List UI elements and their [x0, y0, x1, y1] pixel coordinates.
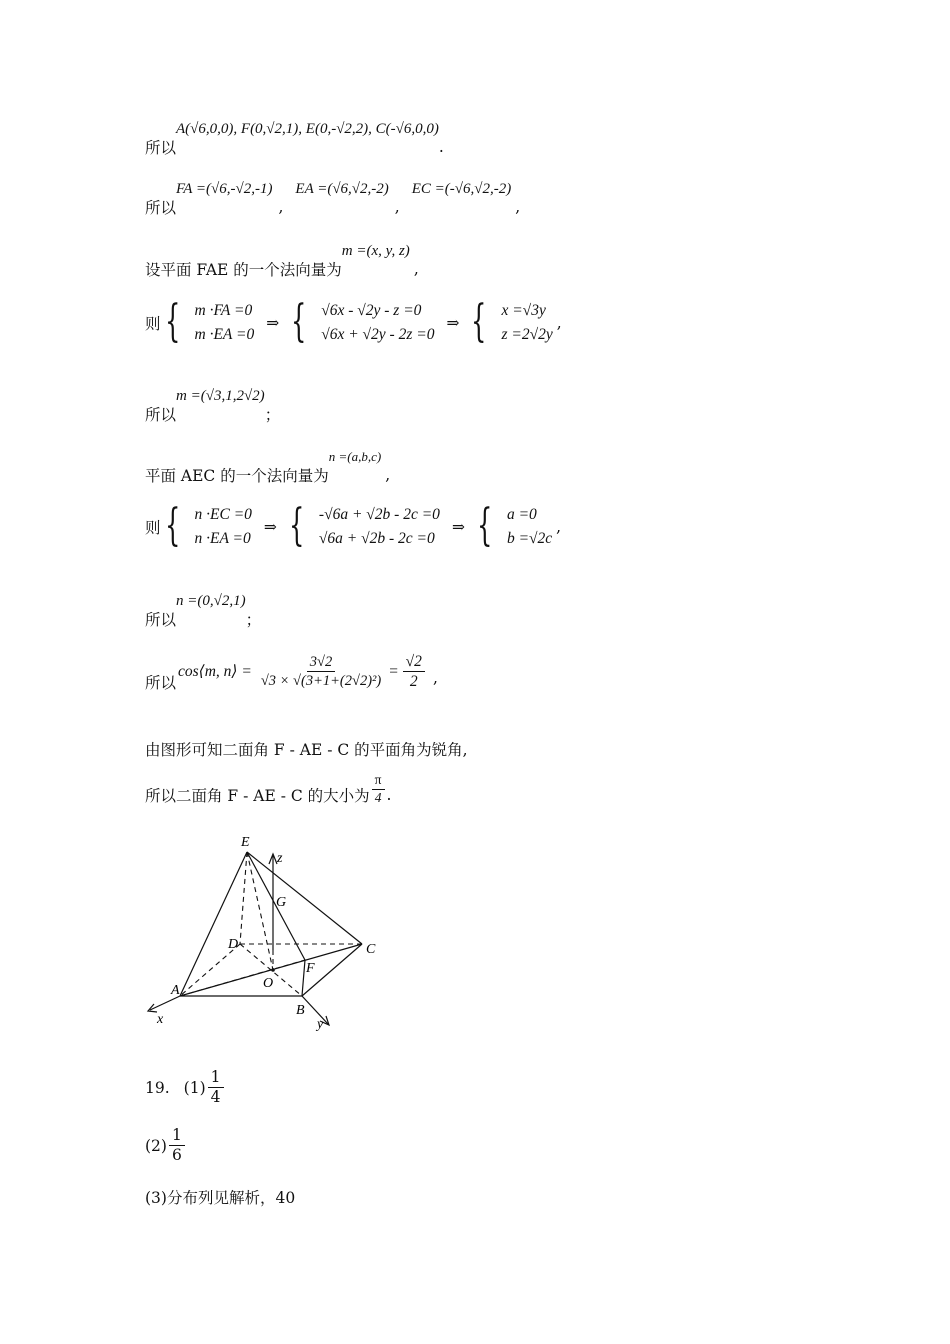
- equation: z =2√2y: [501, 326, 553, 343]
- equation: b =√2c: [506, 530, 553, 547]
- label-c: C: [366, 942, 376, 957]
- comma: ,: [432, 668, 438, 687]
- part-label: (2): [145, 1136, 167, 1155]
- comma: ,: [413, 260, 419, 278]
- period: .: [386, 786, 392, 805]
- point-o: [271, 968, 275, 972]
- fraction-numerator: √2: [403, 652, 425, 672]
- prefix-text: 所以: [145, 199, 177, 217]
- fraction-numerator: π: [372, 772, 385, 790]
- comma: ,: [556, 314, 562, 332]
- label-e: E: [241, 835, 250, 850]
- system-n-line: [145, 500, 562, 551]
- comma: ,: [515, 198, 521, 216]
- edge-af-hidden: [180, 960, 305, 996]
- brace-icon: {: [476, 500, 493, 551]
- answer-fraction: [208, 1068, 224, 1108]
- label-o: O: [263, 976, 274, 991]
- equation: n ·EC =0: [194, 506, 252, 523]
- vector-n-result-line: [145, 592, 262, 629]
- equation: √6x - √2y - z =0: [321, 302, 422, 319]
- vectors-line: [145, 180, 521, 217]
- fraction-numerator: 3√2: [307, 653, 335, 672]
- equation: m ·FA =0: [194, 302, 253, 319]
- period: .: [438, 138, 444, 156]
- fraction-numerator: 1: [208, 1068, 224, 1088]
- label-d: D: [228, 937, 239, 952]
- prefix-text: 则: [145, 315, 161, 333]
- answer-fraction: [169, 1126, 185, 1166]
- brace-icon: {: [288, 500, 305, 551]
- dihedral-result-line: [145, 772, 391, 807]
- implies-arrow: ⇒: [446, 314, 460, 332]
- edge-bf: [302, 960, 305, 996]
- system-m-line: [145, 296, 562, 347]
- brace-icon: {: [164, 296, 180, 347]
- result-fraction: [403, 652, 425, 692]
- equation: x =√3y: [501, 302, 546, 319]
- x-axis: [150, 996, 180, 1010]
- comma: ,: [394, 198, 400, 216]
- label-y: y: [317, 1017, 324, 1032]
- prefix-text: 所以: [145, 406, 177, 424]
- statement-text: 所以二面角 F - AE - C 的大小为: [145, 787, 370, 806]
- cosine-lhs: cos⟨m, n⟩ =: [178, 663, 252, 681]
- vector-ea: EA =(√6,√2,-2): [295, 180, 389, 197]
- implies-arrow: ⇒: [266, 314, 280, 332]
- brace-icon: {: [291, 296, 307, 347]
- vector-fa: FA =(√6,-√2,-1): [176, 180, 273, 197]
- system-6: [476, 500, 553, 551]
- equation: -√6a + √2b - 2c =0: [318, 506, 440, 523]
- fraction-denominator: √3 × √(3+1+(2√2)²): [260, 673, 382, 690]
- cosine-fraction: [258, 653, 384, 690]
- implies-arrow: ⇒: [263, 518, 277, 536]
- system-3: [471, 296, 553, 347]
- cosine-line: [145, 652, 438, 692]
- point-coordinates: A(√6,0,0), F(0,√2,1), E(0,-√2,2), C(-√6,0,0): [176, 120, 439, 137]
- vector-n-value: n =(0,√2,1): [176, 592, 246, 609]
- prefix-text: 所以: [145, 673, 177, 692]
- q19-part3: [145, 1186, 295, 1208]
- answer-text: (3)分布列见解析，40: [145, 1189, 296, 1207]
- label-x: x: [157, 1012, 164, 1027]
- fraction-numerator: 1: [169, 1126, 185, 1146]
- angle-fraction: [372, 772, 385, 807]
- vector-m-value: m =(√3,1,2√2): [176, 387, 265, 404]
- implies-arrow: ⇒: [451, 518, 465, 536]
- brace-icon: {: [164, 500, 180, 551]
- coords-line: [145, 120, 444, 157]
- vector-m-result-line: [145, 387, 281, 424]
- system-5: [288, 500, 440, 551]
- fraction-denominator: 4: [210, 1088, 221, 1107]
- geometry-figure: [140, 830, 400, 1035]
- equals-sign: =: [388, 662, 399, 680]
- q19-part2: [145, 1126, 187, 1166]
- normal-vector-aec-line: [145, 449, 391, 485]
- prefix-text: 则: [145, 519, 161, 537]
- comma: ,: [556, 518, 562, 536]
- acute-angle-line: [145, 738, 468, 760]
- fraction-denominator: 4: [374, 789, 382, 805]
- label-g: G: [276, 895, 287, 910]
- semicolon: ；: [264, 406, 281, 424]
- system-2: [291, 296, 435, 347]
- vector-m-def: m =(x, y, z): [341, 242, 410, 259]
- brace-icon: {: [471, 296, 487, 347]
- equation: n ·EA =0: [194, 530, 251, 547]
- label-a: A: [171, 983, 180, 998]
- fraction-denominator: 2: [409, 673, 418, 691]
- label-b: B: [296, 1003, 305, 1018]
- y-axis: [302, 996, 328, 1024]
- system-4: [164, 500, 252, 551]
- edge-ea: [180, 852, 247, 996]
- vector-n-def: n =(a,b,c): [328, 449, 382, 464]
- prefix-text: 所以: [145, 611, 177, 629]
- equation: √6x + √2y - 2z =0: [321, 326, 435, 343]
- comma: ,: [385, 466, 391, 484]
- fraction-denominator: 6: [171, 1146, 182, 1165]
- vector-ec: EC =(-√6,√2,-2): [411, 180, 512, 197]
- statement-text: 由图形可知二面角 F - AE - C 的平面角为锐角,: [145, 741, 468, 759]
- normal-vector-fae-line: [145, 242, 419, 279]
- equation: a =0: [506, 506, 537, 523]
- comma: ,: [278, 198, 284, 216]
- question-number: 19.: [145, 1078, 170, 1097]
- equation: m ·EA =0: [194, 326, 255, 343]
- statement-text: 平面 AEC 的一个法向量为: [145, 467, 329, 485]
- prefix-text: 所以: [145, 139, 177, 157]
- statement-text: 设平面 FAE 的一个法向量为: [145, 261, 342, 279]
- label-f: F: [306, 961, 315, 976]
- q19-part1: [145, 1068, 226, 1108]
- system-1: [164, 296, 255, 347]
- edge-ec: [247, 852, 362, 944]
- part-label: (1): [183, 1078, 206, 1097]
- semicolon: ；: [245, 611, 262, 629]
- label-z: z: [277, 851, 283, 866]
- equation: √6a + √2b - 2c =0: [318, 530, 435, 547]
